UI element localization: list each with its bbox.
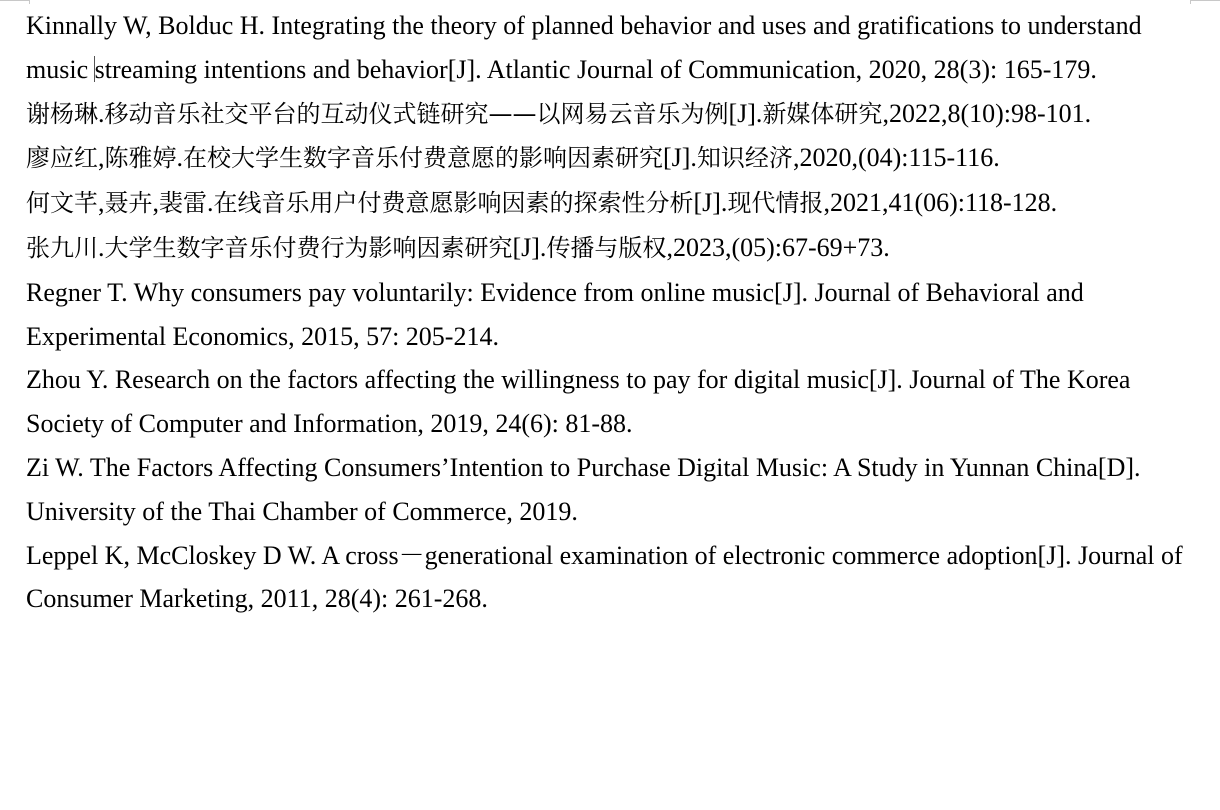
page-corner-mark-left [0, 0, 30, 1]
reference-text: Leppel K, McCloskey D W. A cross－generational examination of electronic commerce adoption[J]. Journal of Consumer Marketing, 2011, 28(4): 261-268. [26, 540, 1183, 614]
reference-text: Zi W. The Factors Affecting Consumers’Intention to Purchase Digital Music: A Study in Yunnan China[D]. University of the Thai Chamber of Commerce, 2019. [26, 452, 1141, 526]
reference-item-7[interactable] [26, 358, 1196, 446]
reference-text: Zhou Y. Research on the factors affecting the willingness to pay for digital music[J]. Journal of The Korea Society of Computer and Information, 2019, 24(6): 81-88. [26, 365, 1131, 439]
page-corner-mark-right [1190, 0, 1220, 1]
reference-item-5[interactable] [26, 226, 1196, 271]
reference-item-2[interactable] [26, 92, 1196, 137]
reference-text: 何文芊,聂卉,裴雷.在线音乐用户付费意愿影响因素的探索性分析[J].现代情报,2021,41(06):118-128. [26, 188, 1058, 218]
reference-text: 张九川.大学生数字音乐付费行为影响因素研究[J].传播与版权,2023,(05):67-69+73. [26, 232, 890, 262]
reference-item-3[interactable] [26, 136, 1196, 181]
reference-text: Regner T. Why consumers pay voluntarily: Evidence from online music[J]. Journal of Behavioral and Experimental Economics, 2015, 57: 205-214. [26, 277, 1084, 351]
reference-list[interactable] [26, 4, 1196, 621]
reference-text: 廖应红,陈雅婷.在校大学生数字音乐付费意愿的影响因素研究[J].知识经济,2020,(04):115-116. [26, 143, 1000, 173]
reference-text-part: streaming intentions and behavior[J]. Atlantic Journal of Communication, 2020, 28(3): 165-179. [94, 54, 1097, 84]
reference-text: 谢杨琳.移动音乐社交平台的互动仪式链研究——以网易云音乐为例[J].新媒体研究,2022,8(10):98-101. [26, 98, 1092, 128]
reference-item-1[interactable] [26, 4, 1196, 92]
reference-item-8[interactable] [26, 446, 1196, 534]
reference-text-part: Kinnally W, Bolduc H. Integrating the theory of planned behavior and uses and gratifications to understand music [26, 11, 1142, 84]
reference-item-4[interactable] [26, 181, 1196, 226]
reference-item-9[interactable] [26, 534, 1196, 622]
reference-item-6[interactable] [26, 271, 1196, 359]
